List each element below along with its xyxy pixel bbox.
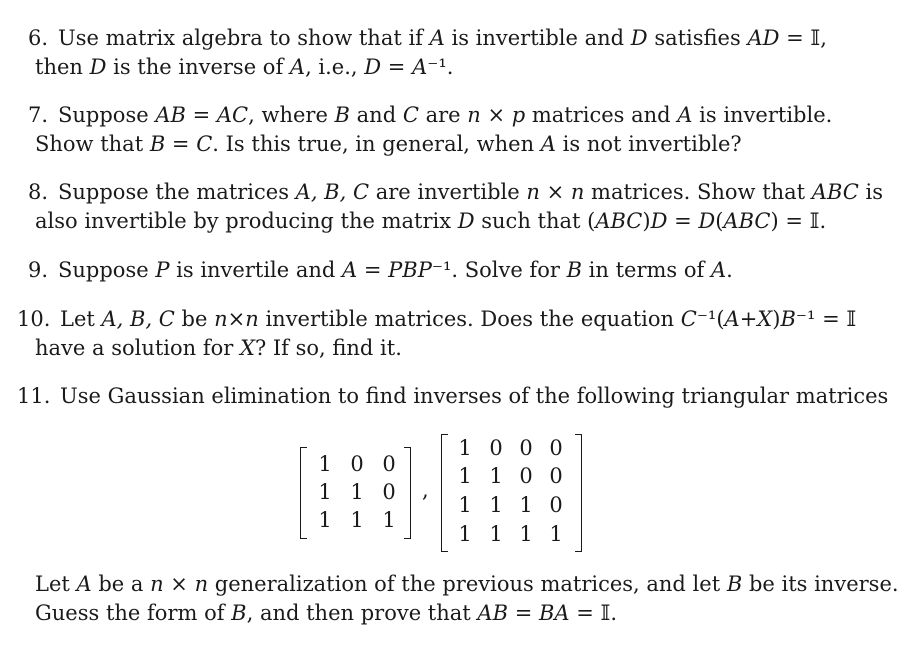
matrix-cell: 1 [458, 493, 472, 517]
matrix-cell: 1 [519, 493, 533, 517]
problem-text-line-2: Show that B = C. Is this true, in general, when A is not invertible? [35, 132, 742, 156]
problem-text-line-2: have a solution for X? If so, find it. [35, 336, 402, 360]
closing-line-1: Let A be a n × n generalization of the previous matrices, and let B be its inverse. [35, 572, 899, 596]
matrix-cell: 1 [382, 508, 396, 532]
matrix-cell: 0 [519, 436, 533, 460]
problem-text-line-1: Use Gaussian elimination to find inverses of the following triangular matrices [60, 384, 889, 408]
matrix-cell: 1 [489, 522, 503, 546]
problem-text-line-1: Suppose P is invertile and A = PBP⁻¹. Solve for B in terms of A. [58, 258, 733, 282]
matrix-cell: 1 [489, 493, 503, 517]
matrix-cell: 0 [382, 480, 396, 504]
right-bracket [575, 434, 582, 552]
problem-text-line-1: Suppose AB = AC, where B and C are n × p matrices and A is invertible. [58, 103, 833, 127]
left-bracket [441, 434, 448, 552]
matrix-cell: 0 [382, 452, 396, 476]
matrix-cell: 1 [458, 436, 472, 460]
matrix-cell: 1 [318, 508, 332, 532]
problem-number: 9. [28, 258, 49, 282]
matrix-cell: 0 [549, 493, 563, 517]
closing-line-2: Guess the form of B, and then prove that AB = BA = 𝕀. [35, 601, 618, 625]
matrix-cell: 0 [549, 436, 563, 460]
problem-number: 6. [28, 26, 49, 50]
problem-number: 7. [28, 103, 49, 127]
matrix-cell: 0 [489, 436, 503, 460]
matrix-cell: 1 [489, 464, 503, 488]
problem-text-line-2: then D is the inverse of A, i.e., D = A⁻¹. [35, 55, 454, 79]
matrix-cell: 0 [350, 452, 364, 476]
problem-text-line-1: Suppose the matrices A, B, C are invertible n × n matrices. Show that ABC is [58, 180, 884, 204]
problem-text-line-2: also invertible by producing the matrix D such that (ABC)D = D(ABC) = 𝕀. [35, 209, 827, 233]
matrix-cell: 0 [549, 464, 563, 488]
matrix-cell: 1 [458, 464, 472, 488]
matrix-cell: 1 [458, 522, 472, 546]
matrix-cell: 1 [549, 522, 563, 546]
left-bracket [300, 447, 307, 539]
matrix-cell: 1 [318, 480, 332, 504]
problem-text-line-1: Use matrix algebra to show that if A is invertible and D satisfies AD = 𝕀, [58, 26, 827, 50]
problem-number: 10. [17, 307, 51, 331]
problem-number: 8. [28, 180, 49, 204]
matrix-cell: 0 [519, 464, 533, 488]
matrix-separator: , [422, 478, 429, 502]
matrix-cell: 1 [519, 522, 533, 546]
matrix-cell: 1 [350, 480, 364, 504]
problem-number: 11. [17, 384, 51, 408]
problem-text-line-1: Let A, B, C be n×n invertible matrices. Does the equation C⁻¹(A+X)B⁻¹ = 𝕀 [60, 307, 857, 331]
matrix-cell: 1 [350, 508, 364, 532]
matrix-cell: 1 [318, 452, 332, 476]
